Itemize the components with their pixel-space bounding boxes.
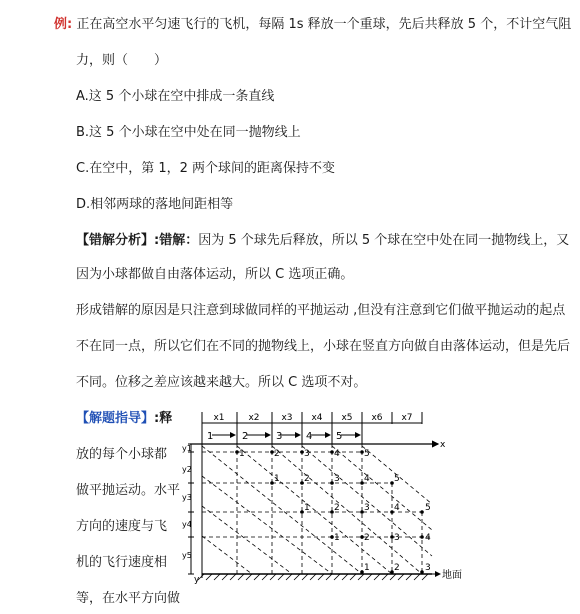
- x-labels-row: [202, 412, 422, 424]
- balls: [235, 449, 431, 574]
- option-c: C.在空中，第 1，2 两个球间的距离保持不变: [76, 161, 336, 176]
- ball-3-r2: 3: [334, 474, 340, 484]
- ball-3-ground: 3: [425, 563, 431, 573]
- solution-line-2: 放的每个小球都: [76, 447, 168, 462]
- ball-2-r2: 2: [304, 474, 310, 484]
- interval-label-1: 1: [207, 431, 214, 442]
- x-axis-label: x: [440, 440, 446, 450]
- y-label-3: y3: [182, 493, 192, 502]
- question-line-1: [54, 16, 571, 34]
- error-reason-line-3: 不同。位移之差应该越来越大。所以 C 选项不对。: [76, 375, 367, 390]
- ball-1-r1: 1: [239, 449, 245, 459]
- y-brackets: [182, 444, 194, 574]
- ball-4-r1: 4: [334, 449, 340, 459]
- ball-2-r1: 2: [274, 449, 280, 459]
- option-d: D.相邻两球的落地间距相等: [76, 197, 234, 212]
- x-label-5: x5: [341, 413, 353, 423]
- question-line-2: 力，则（ ）: [76, 53, 168, 68]
- error-analysis-heading: 【错解分析】: [76, 233, 155, 248]
- error-reason-line-1: 形成错解的原因是只注意到球做同样的平抛运动 ,但没有注意到它们做平抛运动的起点: [76, 303, 566, 318]
- interval-row: [202, 424, 362, 444]
- option-a: A.这 5 个小球在空中排成一条直线: [76, 89, 275, 104]
- question-text-1: 正在高空水平匀速飞行的飞机，每隔 1s 释放一个重球，先后共释放 5 个，不计空气阻: [76, 17, 572, 32]
- ball-4-r4: 4: [425, 533, 431, 543]
- error-analysis-lead: :错解：: [154, 233, 199, 248]
- ball-1-r3: 1: [304, 503, 310, 513]
- y-label-5: y5: [182, 551, 192, 560]
- interval-label-4: 4: [306, 431, 313, 442]
- solution-line-1: [76, 410, 172, 428]
- ball-2-r4: 2: [364, 533, 370, 543]
- ball-5-r3: 5: [425, 503, 431, 513]
- ground-label: 地面: [442, 570, 462, 581]
- x-label-4: x4: [311, 413, 323, 423]
- y-label-4: y4: [182, 520, 192, 529]
- x-label-2: x2: [248, 413, 260, 423]
- ball-4-r3: 4: [394, 503, 400, 513]
- error-analysis-text-1: 因为 5 个球先后释放，所以 5 个球在空中处在同一抛物线上，又: [198, 233, 570, 248]
- solution-line-4: 方向的速度与飞: [76, 519, 168, 534]
- y-axis-label: y: [194, 575, 200, 585]
- error-analysis-line-1: [76, 232, 569, 250]
- option-b: B.这 5 个小球在空中处在同一抛物线上: [76, 125, 301, 140]
- x-label-6: x6: [371, 413, 383, 423]
- level-lines: [202, 452, 432, 537]
- ball-1-ground: 1: [364, 563, 370, 573]
- ball-1-r4: 1: [334, 533, 340, 543]
- y-label-1: y1: [182, 444, 192, 453]
- solution-line-5: 机的飞行速度相: [76, 555, 168, 570]
- question-label: 例:: [54, 17, 73, 32]
- ball-1-r2: 1: [274, 474, 280, 484]
- projectile-diagram: [180, 406, 470, 606]
- error-reason-line-2: 不在同一点，所以它们在不同的抛物线上，小球在竖直方向做自由落体运动，但是先后: [76, 339, 571, 354]
- ball-2-r3: 2: [334, 503, 340, 513]
- ball-3-r1: 3: [304, 449, 310, 459]
- x-label-7: x7: [401, 413, 413, 423]
- ball-5-r1: 5: [364, 449, 370, 459]
- solution-line-3: 做平抛运动。水平: [76, 483, 181, 498]
- error-analysis-line-2: 因为小球都做自由落体运动，所以 C 选项正确。: [76, 267, 354, 282]
- ball-5-r2: 5: [394, 474, 400, 484]
- solution-text-0: :释: [154, 411, 173, 426]
- solution-heading: 【解题指导】: [76, 411, 155, 426]
- ball-3-r4: 3: [394, 533, 400, 543]
- interval-label-3: 3: [276, 431, 283, 442]
- interval-label-5: 5: [336, 431, 343, 442]
- ball-2-ground: 2: [394, 563, 400, 573]
- interval-label-2: 2: [242, 431, 249, 442]
- x-label-1: x1: [213, 413, 225, 423]
- solution-line-6: 等，在水平方向做: [76, 591, 181, 606]
- ball-4-r2: 4: [364, 474, 370, 484]
- ball-3-r3: 3: [364, 503, 370, 513]
- projectile-diagram-svg: [180, 406, 470, 606]
- x-label-3: x3: [281, 413, 293, 423]
- y-label-2: y2: [182, 465, 192, 474]
